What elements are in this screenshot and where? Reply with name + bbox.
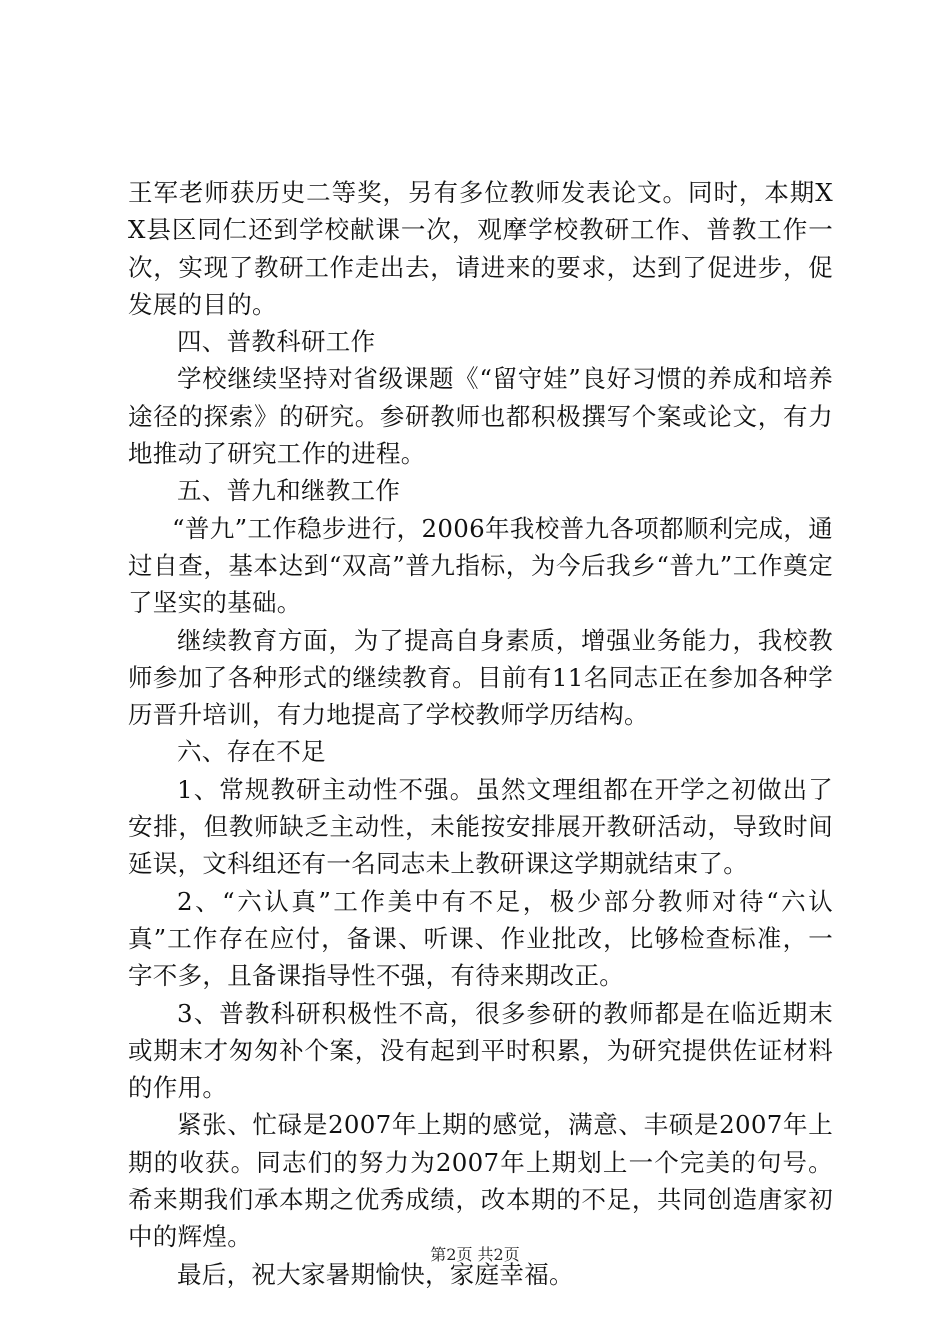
section-heading-shortcomings: 六、存在不足 [177, 737, 326, 767]
section-heading-continuing-education: 五、普九和继教工作 [177, 476, 401, 506]
document-body [128, 174, 833, 1293]
page-footer: 第2页 共2页 [430, 1245, 520, 1264]
paragraph: 学校继续坚持对省级课题《“留守娃”良好习惯的养成和培养途径的探索》的研究。参研教师也都积极撰写个案或论文，有力地推动了研究工作的进程。 [128, 364, 833, 469]
paragraph: “普九”工作稳步进行，2006年我校普九各项都顺利完成，通过自查，基本达到“双高”普九指标，为今后我乡“普九”工作奠定了坚实的基础。 [128, 513, 833, 618]
section-heading-research: 四、普教科研工作 [177, 327, 376, 357]
closing-remark: 最后，祝大家暑期愉快，家庭幸福。 [177, 1259, 574, 1289]
list-item: 3、普教科研积极性不高，很多参研的教师都是在临近期末或期末才匆匆补个案，没有起到平时积累，为研究提供佐证材料的作用。 [128, 998, 833, 1103]
paragraph: 继续教育方面，为了提高自身素质，增强业务能力，我校教师参加了各种形式的继续教育。目前有11名同志正在参加各种学历晋升培训，有力地提高了学校教师学历结构。 [128, 625, 833, 730]
paragraph: 王军老师获历史二等奖，另有多位教师发表论文。同时，本期XX县区同仁还到学校献课一次，观摩学校教研工作、普教工作一次，实现了教研工作走出去，请进来的要求，达到了促进步，促发展的目的。 [128, 178, 833, 319]
paragraph: 紧张、忙碌是2007年上期的感觉，满意、丰硕是2007年上期的收获。同志们的努力为2007年上期划上一个完美的句号。希来期我们承本期之优秀成绩，改本期的不足，共同创造唐家初中的辉煌。 [128, 1110, 833, 1252]
list-item: 1、常规教研主动性不强。虽然文理组都在开学之初做出了安排，但教师缺乏主动性，未能按安排展开教研活动，导致时间延误，文科组还有一名同志未上教研课这学期就结束了。 [128, 774, 833, 879]
list-item: 2、“六认真”工作美中有不足，极少部分教师对待“六认真”工作存在应付，备课、听课、作业批改，比够检查标准，一字不多，且备课指导性不强，有待来期改正。 [128, 886, 834, 991]
